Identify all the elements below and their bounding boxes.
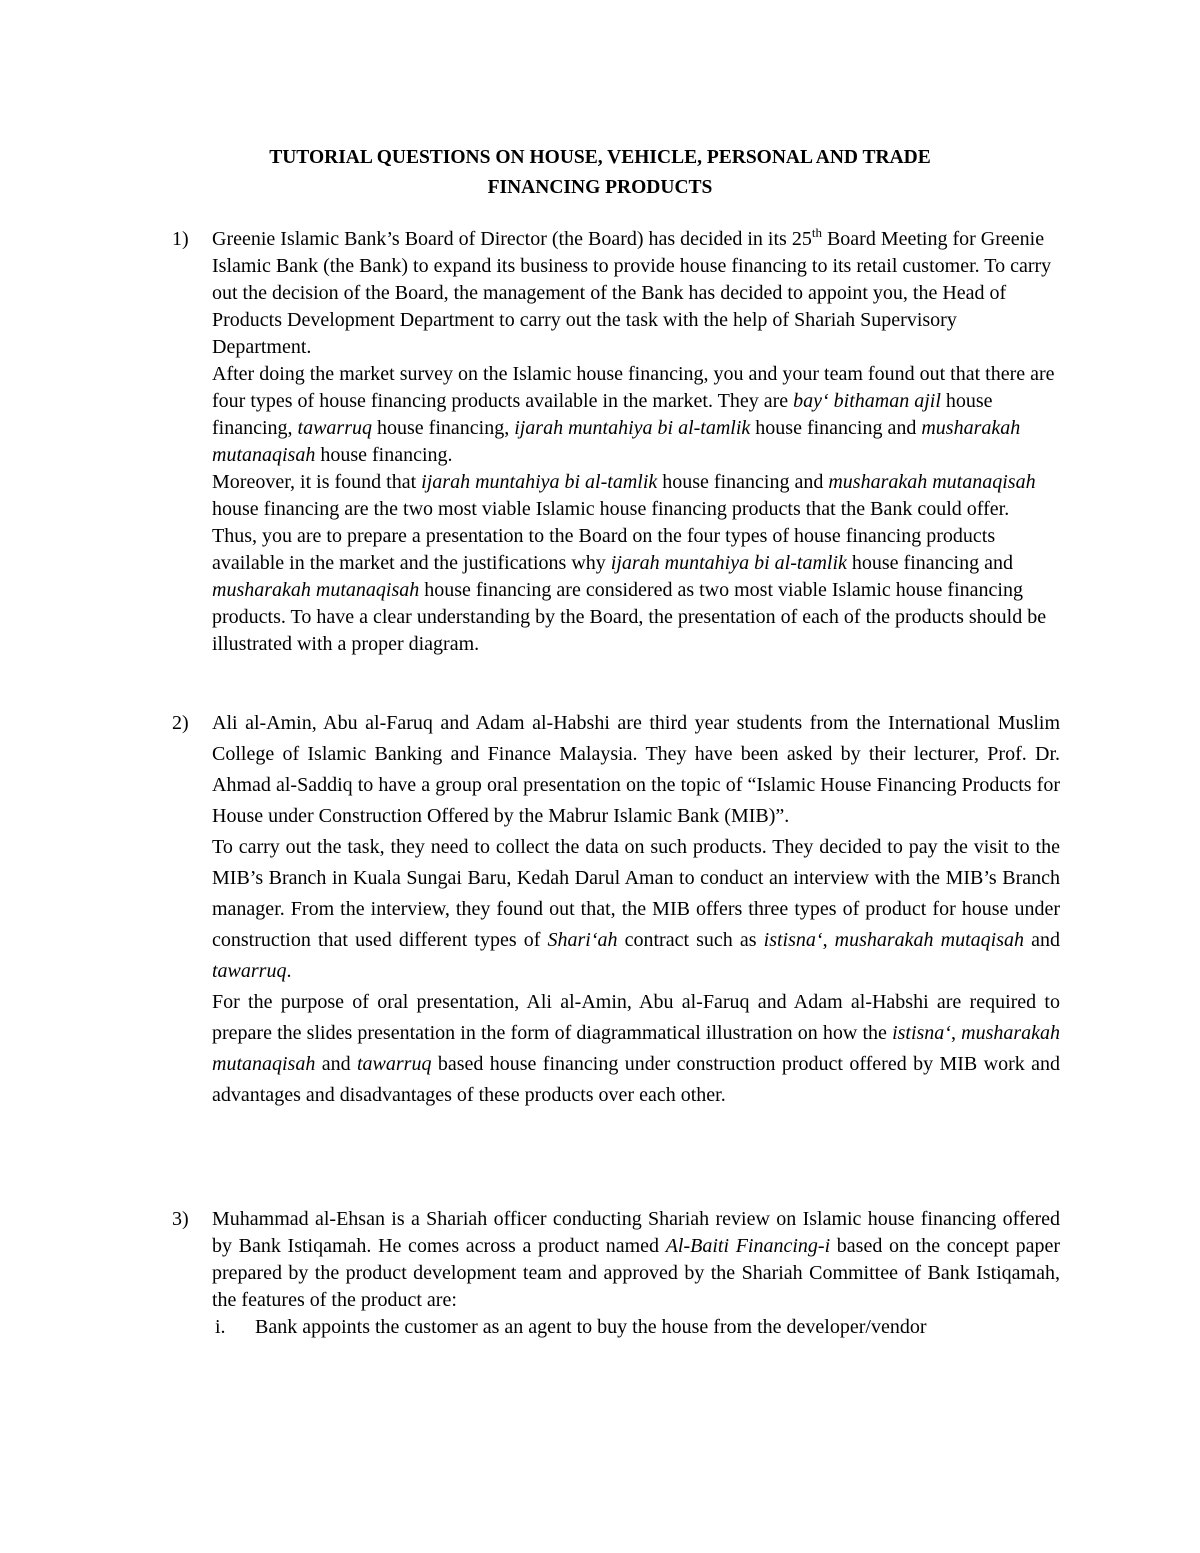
text: . — [286, 960, 292, 982]
paragraph — [212, 1206, 1060, 1314]
list-item-text: Bank appoints the customer as an agent to buy the house from the developer/vendor — [255, 1316, 927, 1338]
italic-term: ijarah muntahiya bi al-tamlik — [514, 417, 751, 439]
italic-term: tawarruq — [212, 960, 287, 982]
text: Moreover, it is found that — [212, 471, 422, 493]
paragraph — [212, 226, 1060, 361]
text: Board Meeting for Greenie Islamic Bank (the Bank) to expand its business to provide house financing to its retail customer. To carry out the decision of the Board, the management of the Bank has decided to appoint you, the Head of Products Development Department to carry out the task with the help of Shariah Supervisory Department. — [212, 228, 1052, 358]
italic-term: tawarruq — [356, 1053, 432, 1075]
text: and — [315, 1053, 357, 1075]
text: house financing, — [212, 390, 993, 439]
italic-term: ijarah muntahiya bi al-tamlik — [610, 552, 847, 574]
italic-term: istisna‘ — [763, 929, 823, 951]
paragraph — [212, 987, 1060, 1111]
question-1 — [172, 226, 1060, 658]
title-line-2: FINANCING PRODUCTS — [487, 177, 713, 198]
italic-term: musharakah mutaqisah — [834, 929, 1025, 951]
question-body — [212, 708, 1060, 1111]
question-2 — [172, 708, 1060, 1111]
italic-term: tawarruq — [297, 417, 372, 439]
text: based on the concept paper prepared by the product development team and approved by the Shariah Committee of Bank Istiqamah, the features of the product are: — [212, 1235, 1060, 1311]
paragraph — [212, 523, 1060, 658]
text: Thus, you are to prepare a presentation to the Board on the four types of house financing products available in the market and the justifications why — [212, 525, 996, 574]
text: , — [950, 1022, 962, 1044]
text: , — [822, 929, 835, 951]
text: contract such as — [617, 929, 764, 951]
text: house financing and — [750, 417, 922, 439]
question-body — [212, 226, 1060, 658]
question-number: 1) — [172, 228, 189, 250]
question-3 — [172, 1206, 1060, 1341]
italic-term: musharakah mutanaqisah — [212, 579, 420, 601]
italic-term: musharakah mutanaqisah — [828, 471, 1036, 493]
italic-term: bay‘ bithaman ajil — [793, 390, 941, 412]
paragraph — [212, 361, 1060, 469]
text: based house financing under construction product offered by MIB work and advantages and disadvantages of these products over each other. — [212, 1053, 1060, 1106]
text: house financing and — [657, 471, 829, 493]
text: For the purpose of oral presentation, Ali al-Amin, Abu al-Faruq and Adam al-Habshi are required to prepare the slides presentation in the form of diagrammatical illustration on how the — [212, 991, 1060, 1044]
feature-list-item — [215, 1314, 1060, 1341]
italic-term: istisna‘ — [892, 1022, 951, 1044]
italic-term: musharakah mutanaqisah — [212, 1022, 1061, 1075]
text: house financing are considered as two most viable Islamic house financing products. To have a clear understanding by the Board, the presentation of each of the products should be illustrated with a proper diagram. — [212, 579, 1047, 655]
text: After doing the market survey on the Islamic house financing, you and your team found out that there are four types of house financing products available in the market. They are — [212, 363, 1055, 412]
text: house financing are the two most viable Islamic house financing products that the Bank could offer. — [212, 498, 1010, 520]
text: house financing, — [372, 417, 515, 439]
paragraph — [212, 832, 1060, 987]
text: and — [1024, 929, 1060, 951]
document-title — [160, 143, 1040, 203]
italic-term: Shari‘ah — [547, 929, 618, 951]
text: To carry out the task, they need to collect the data on such products. They decided to pay the visit to the MIB’s Branch in Kuala Sungai Baru, Kedah Darul Aman to conduct an interview with the MIB’s Branch manager. From the interview, they found out that, the MIB offers three types of product for house under construction that used different types of — [212, 836, 1060, 951]
text: house financing. — [315, 444, 453, 466]
text: Greenie Islamic Bank’s Board of Director (the Board) has decided in its 25 — [212, 228, 812, 250]
italic-term: Al-Baiti Financing-i — [665, 1235, 831, 1257]
superscript: th — [811, 225, 822, 240]
italic-term: ijarah muntahiya bi al-tamlik — [421, 471, 658, 493]
text: house financing and — [846, 552, 1013, 574]
question-number: 2) — [172, 712, 189, 734]
question-number: 3) — [172, 1208, 189, 1230]
list-marker: i. — [215, 1316, 226, 1338]
question-body — [212, 1206, 1060, 1341]
paragraph — [212, 469, 1060, 523]
title-line-1: TUTORIAL QUESTIONS ON HOUSE, VEHICLE, PERSONAL AND TRADE — [269, 147, 931, 168]
italic-term: musharakah mutanaqisah — [212, 417, 1021, 466]
text: Muhammad al-Ehsan is a Shariah officer conducting Shariah review on Islamic house financing offered by Bank Istiqamah. He comes across a product named — [212, 1208, 1060, 1257]
paragraph: Ali al-Amin, Abu al-Faruq and Adam al-Habshi are third year students from the International Muslim College of Islamic Banking and Finance Malaysia. They have been asked by their lecturer, Prof. Dr. Ahmad al-Saddiq to have a group oral presentation on the topic of “Islamic House Financing Products for House under Construction Offered by the Mabrur Islamic Bank (MIB)”. — [212, 712, 1060, 827]
